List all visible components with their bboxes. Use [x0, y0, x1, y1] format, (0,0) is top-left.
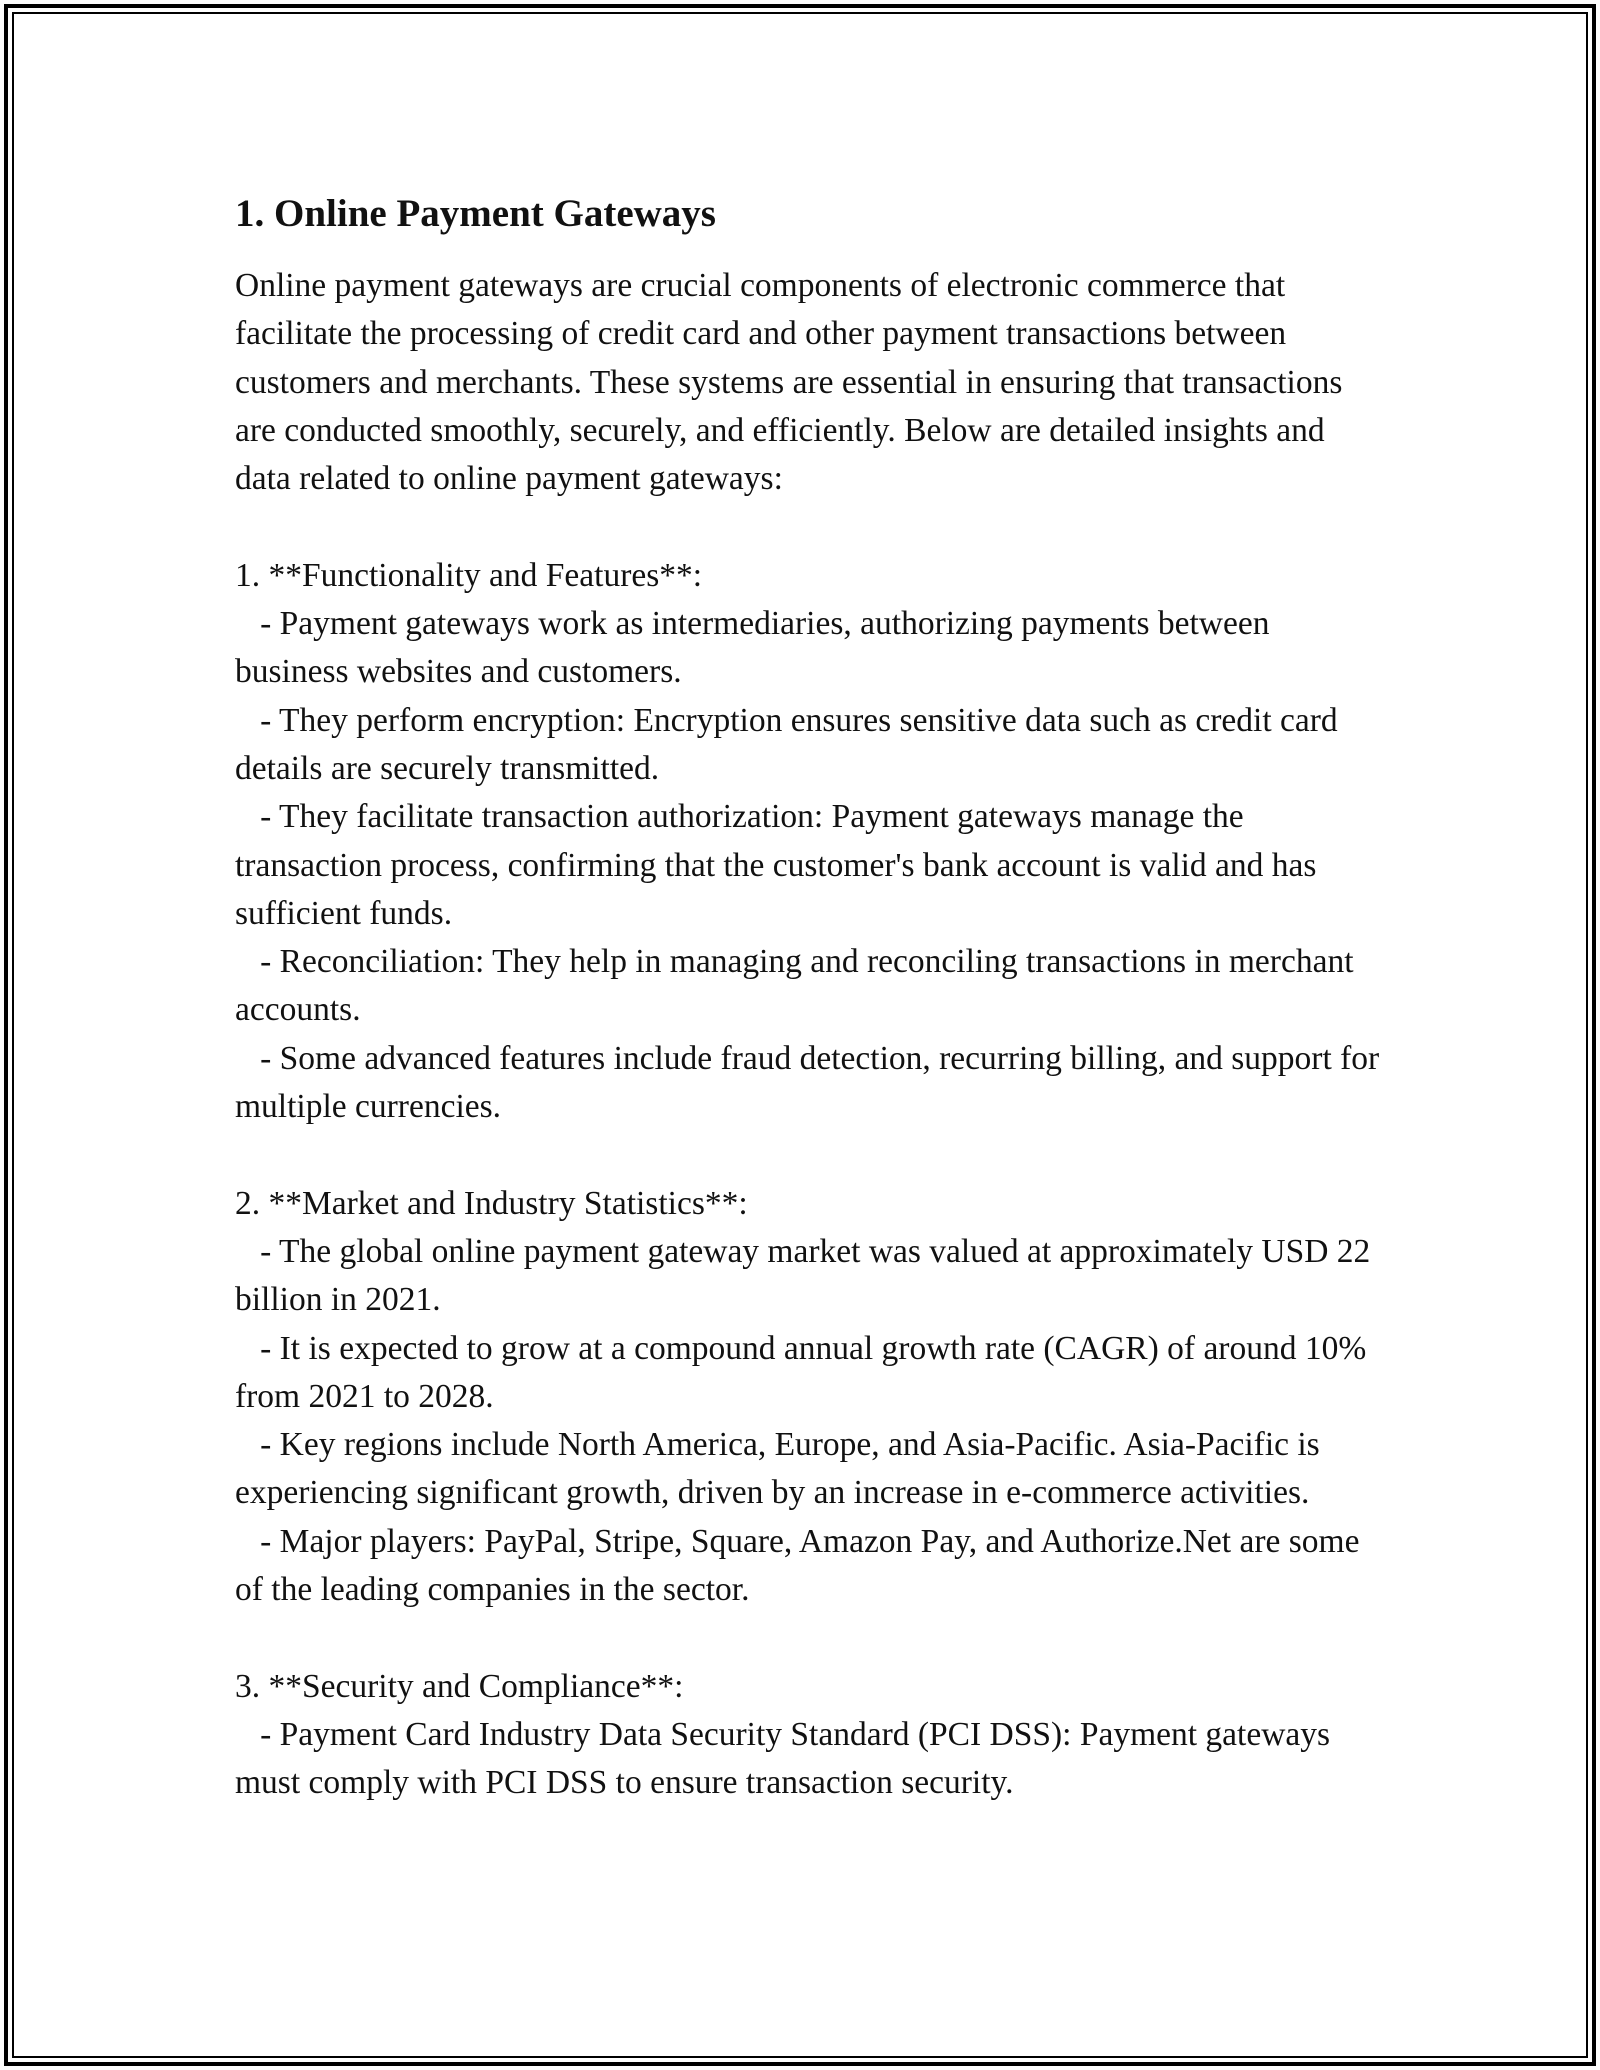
document-content	[235, 186, 1385, 1808]
section-body-text: Online payment gateways are crucial components of electronic commerce that facilitate the processing of credit card and other payment transactions between customers and merchants. These systems are essential in ensuring that transactions are conducted smoothly, securely, and efficiently. Below are detailed insights and data related to online payment gateways: 1. **Functionality and Features**: - Payment gateways work as intermediaries, authorizing payments between business websites and customers. - They perform encryption: Encryption ensures sensitive data such as credit card details are securely transmitted. - They facilitate transaction authorization: Payment gateways manage the transaction process, confirming that the customer's bank account is valid and has sufficient funds. - Reconciliation: They help in managing and reconciling transactions in merchant accounts. - Some advanced features include fraud detection, recurring billing, and support for multiple currencies. 2. **Market and Industry Statistics**: - The global online payment gateway market was valued at approximately USD 22 billion in 2021. - It is expected to grow at a compound annual growth rate (CAGR) of around 10% from 2021 to 2028. - Key regions include North America, Europe, and Asia-Pacific. Asia-Pacific is experiencing significant growth, driven by an increase in e-commerce activities. - Major players: PayPal, Stripe, Square, Amazon Pay, and Authorize.Net are some of the leading companies in the sector. 3. **Security and Compliance**: - Payment Card Industry Data Security Standard (PCI DSS): Payment gateways must comply with PCI DSS to ensure transaction security.	[235, 267, 1380, 1802]
section-heading: 1. Online Payment Gateways	[235, 192, 716, 235]
